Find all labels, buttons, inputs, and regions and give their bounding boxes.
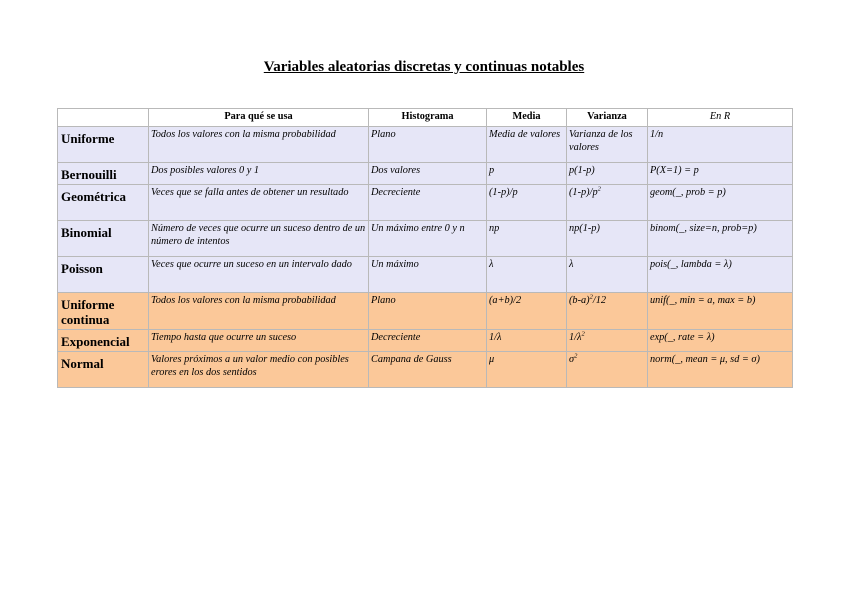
cell-varianza: np(1-p) (567, 221, 648, 257)
cell-hist: Decreciente (369, 330, 487, 352)
header-varianza: Varianza (567, 109, 648, 127)
varianza-text: (b-a) (569, 295, 590, 306)
header-media: Media (487, 109, 567, 127)
cell-varianza (567, 352, 648, 388)
cell-media: μ (487, 352, 567, 388)
cell-r: unif(_, min = a, max = b) (648, 293, 793, 330)
row-name: Normal (58, 352, 149, 388)
cell-hist: Plano (369, 293, 487, 330)
cell-uso: Dos posibles valores 0 y 1 (149, 163, 369, 185)
row-name: Uniforme continua (58, 293, 149, 330)
cell-varianza: p(1-p) (567, 163, 648, 185)
header-row (58, 109, 793, 127)
cell-hist: Dos valores (369, 163, 487, 185)
table-row (58, 330, 793, 352)
row-name: Exponencial (58, 330, 149, 352)
table-row (58, 185, 793, 221)
cell-media: λ (487, 257, 567, 293)
cell-uso: Valores próximos a un valor medio con posibles erores en los dos sentidos (149, 352, 369, 388)
table-row (58, 127, 793, 163)
cell-media: Media de valores (487, 127, 567, 163)
row-name: Poisson (58, 257, 149, 293)
table-row (58, 221, 793, 257)
cell-r: 1/n (648, 127, 793, 163)
cell-varianza (567, 185, 648, 221)
cell-hist: Un máximo entre 0 y n (369, 221, 487, 257)
cell-r: exp(_, rate = λ) (648, 330, 793, 352)
varianza-exponent: 2 (581, 330, 585, 338)
cell-uso: Todos los valores con la misma probabilidad (149, 127, 369, 163)
varianza-exponent: 2 (589, 293, 593, 301)
table-row (58, 257, 793, 293)
row-name: Geométrica (58, 185, 149, 221)
cell-varianza: λ (567, 257, 648, 293)
cell-hist: Un máximo (369, 257, 487, 293)
varianza-text: σ (569, 354, 575, 365)
table-row (58, 163, 793, 185)
distributions-table (57, 108, 793, 388)
cell-media: np (487, 221, 567, 257)
page-title: Variables aleatorias discretas y continuas notables (263, 59, 585, 75)
header-en-r: En R (648, 109, 793, 127)
cell-r: binom(_, size=n, prob=p) (648, 221, 793, 257)
varianza-text: (1-p)/p (569, 187, 598, 198)
varianza-tail: /12 (592, 295, 607, 306)
cell-r: geom(_, prob = p) (648, 185, 793, 221)
cell-uso: Número de veces que ocurre un suceso dentro de un número de intentos (149, 221, 369, 257)
cell-varianza: Varianza de los valores (567, 127, 648, 163)
header-uso: Para qué se usa (149, 109, 369, 127)
varianza-exponent: 2 (574, 352, 578, 360)
cell-uso: Todos los valores con la misma probabilidad (149, 293, 369, 330)
cell-media: 1/λ (487, 330, 567, 352)
row-name: Bernouilli (58, 163, 149, 185)
cell-r: norm(_, mean = μ, sd = σ) (648, 352, 793, 388)
row-name: Uniforme (58, 127, 149, 163)
cell-r: pois(_, lambda = λ) (648, 257, 793, 293)
cell-uso: Tiempo hasta que ocurre un suceso (149, 330, 369, 352)
cell-media: p (487, 163, 567, 185)
cell-media: (1-p)/p (487, 185, 567, 221)
cell-hist: Plano (369, 127, 487, 163)
cell-varianza (567, 293, 648, 330)
cell-media: (a+b)/2 (487, 293, 567, 330)
varianza-exponent: 2 (597, 185, 601, 193)
row-name: Binomial (58, 221, 149, 257)
varianza-text: 1/λ (569, 332, 582, 343)
table-row (58, 293, 793, 330)
cell-uso: Veces que se falla antes de obtener un resultado (149, 185, 369, 221)
cell-hist: Decreciente (369, 185, 487, 221)
cell-varianza (567, 330, 648, 352)
cell-hist: Campana de Gauss (369, 352, 487, 388)
table-row (58, 352, 793, 388)
header-histograma: Histograma (369, 109, 487, 127)
cell-uso: Veces que ocurre un suceso en un intervalo dado (149, 257, 369, 293)
cell-r: P(X=1) = p (648, 163, 793, 185)
header-blank (58, 109, 149, 127)
